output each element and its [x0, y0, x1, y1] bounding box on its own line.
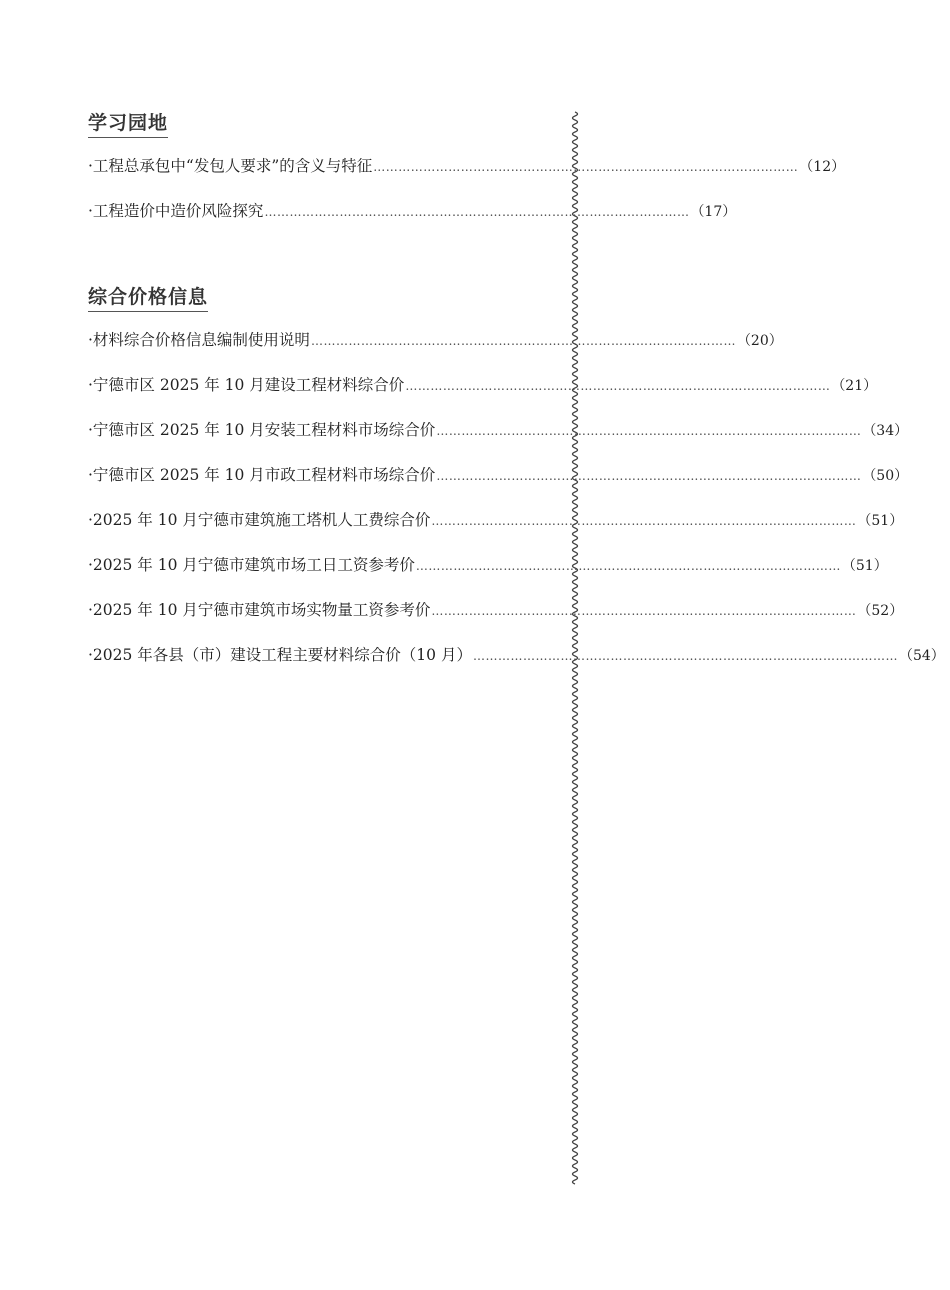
leader-dots: ………………………………………………………………………………………… [472, 649, 898, 663]
toc-entry[interactable] [88, 199, 737, 244]
toc-entry[interactable] [88, 154, 846, 199]
toc-entry-title: ·2025 年 10 月宁德市建筑市场工日工资参考价 [88, 556, 415, 574]
toc-entry-page: （50） [862, 468, 909, 484]
toc-entry-page: （12） [799, 159, 846, 175]
section-title: 学习园地 [88, 108, 168, 138]
leader-dots: ………………………………………………………………………………………… [310, 334, 736, 348]
toc-entry-page: （20） [736, 333, 783, 349]
table-of-contents [88, 108, 945, 688]
leader-dots: ………………………………………………………………………………………… [373, 160, 799, 174]
toc-entry-title: ·2025 年各县（市）建设工程主要材料综合价（10 月） [88, 646, 472, 664]
section-study [88, 108, 846, 244]
toc-entry-page: （51） [841, 558, 888, 574]
toc-entry-title: ·2025 年 10 月宁德市建筑施工塔机人工费综合价 [88, 511, 431, 529]
toc-entry-title: ·工程总承包中“发包人要求”的含义与特征 [88, 157, 373, 175]
toc-entry-title: ·宁德市区 2025 年 10 月市政工程材料市场综合价 [88, 466, 436, 484]
toc-entry-title: ·工程造价中造价风险探究 [88, 202, 264, 220]
section-price-info [88, 282, 945, 688]
toc-entry[interactable] [88, 463, 909, 508]
toc-entry-title: ·材料综合价格信息编制使用说明 [88, 331, 310, 349]
toc-entry[interactable] [88, 508, 904, 553]
toc-entry[interactable] [88, 643, 945, 688]
decorative-wave-border [568, 112, 582, 1177]
toc-entry[interactable] [88, 598, 904, 643]
toc-entry-page: （52） [857, 603, 904, 619]
leader-dots: ………………………………………………………………………………………… [431, 514, 857, 528]
toc-entry[interactable] [88, 418, 909, 463]
toc-entry-page: （17） [690, 204, 737, 220]
toc-entry-page: （51） [857, 513, 904, 529]
leader-dots: ………………………………………………………………………………………… [405, 379, 831, 393]
leader-dots: ………………………………………………………………………………………… [264, 205, 690, 219]
leader-dots: ………………………………………………………………………………………… [431, 604, 857, 618]
leader-dots: ………………………………………………………………………………………… [415, 559, 841, 573]
toc-entry-page: （34） [862, 423, 909, 439]
toc-entry[interactable] [88, 553, 888, 598]
leader-dots: ………………………………………………………………………………………… [436, 424, 862, 438]
toc-entry-page: （54） [898, 648, 945, 664]
toc-entry-title: ·宁德市区 2025 年 10 月安装工程材料市场综合价 [88, 421, 436, 439]
toc-entry-page: （21） [831, 378, 878, 394]
toc-entry-title: ·2025 年 10 月宁德市建筑市场实物量工资参考价 [88, 601, 431, 619]
leader-dots: ………………………………………………………………………………………… [436, 469, 862, 483]
section-title: 综合价格信息 [88, 282, 208, 312]
toc-entry[interactable] [88, 328, 783, 373]
toc-entry-title: ·宁德市区 2025 年 10 月建设工程材料综合价 [88, 376, 405, 394]
toc-entry[interactable] [88, 373, 878, 418]
